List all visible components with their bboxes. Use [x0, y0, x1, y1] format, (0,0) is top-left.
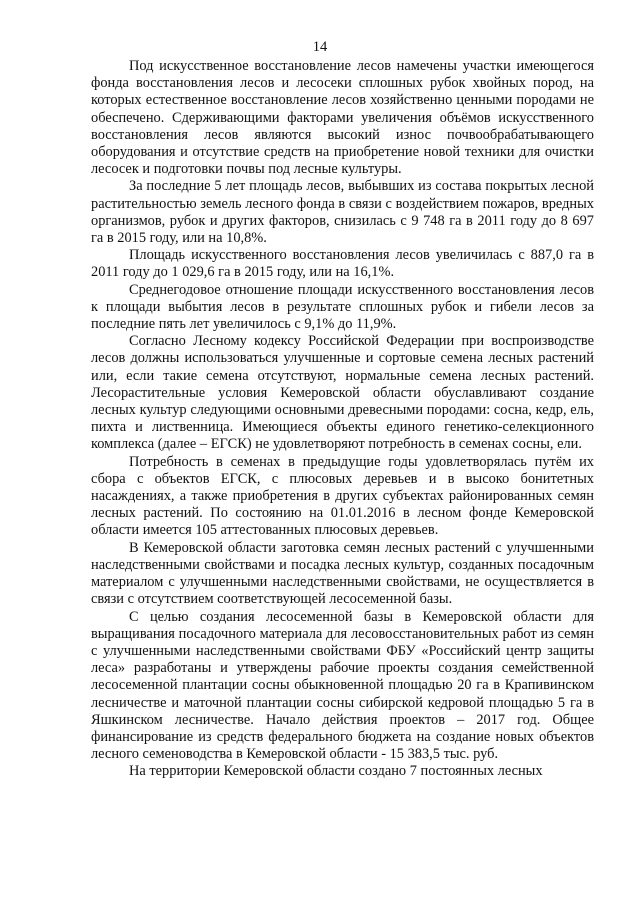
paragraph-average-ratio: Среднегодовое отношение площади искусственного восстановления лесов к площади выбытия лесов в результате сплошных рубок и гибели лесов за последние пять лет увеличилось с 9,1% до 11,9%. — [91, 281, 594, 333]
paragraph-permanent-forest: На территории Кемеровской области создано 7 постоянных лесных — [129, 763, 543, 780]
paragraph-seed-demand: Потребность в семенах в предыдущие годы удовлетворялась путём их сбора с объектов ЕГСК, с плюсовых деревьев и в высоко бонитетных насаждениях, а также приобретения в других субъектах районированных семян лесных растений. По состоянию на 01.01.2016 в лесном фонде Кемеровской области имеется 105 аттестованных плюсовых деревьев. — [91, 453, 594, 539]
paragraph-forest-code: Согласно Лесному кодексу Российской Федерации при воспроизводстве лесов должны использоваться улучшенные и сортовые семена лесных растений или, если такие семена отсутствуют, нормальные семена лесных растений. Лесорастительные условия Кемеровской области обуславливают создание лесных культур следующими основными древесными породами: сосна, кедр, ель, пихта и лиственница. Имеющиеся объекты единого генетико-селекционного комплекса (далее – ЕГСК) не удовлетворяют потребность в семенах сосны, ели. — [91, 333, 594, 453]
page-number: 14 — [312, 39, 328, 55]
paragraph-seed-harvesting: В Кемеровской области заготовка семян лесных растений с улучшенными наследственными свойствами и посадка лесных культур, созданных посадочным материалом с улучшенными наследственными свойствами, не осуществляется в связи с отсутствием соответствующей лесосеменной базы. — [91, 539, 594, 608]
paragraph-artificial-reforestation: Под искусственное восстановление лесов намечены участки имеющегося фонда восстановления лесов и лесосеки сплошных рубок хвойных пород, на которых естественное восстановление лесов хозяйственно ценными породами не обеспечено. Сдерживающими факторами увеличения объёмов искусственного восстановления лесов являются высокий износ почвообрабатывающего оборудования и отсутствие средств на приобретение новой техники для очистки лесосек и подготовки почвы под лесные культуры. — [91, 58, 594, 178]
paragraph-seed-base-creation: С целью создания лесосеменной базы в Кемеровской области для выращивания посадочного материала для лесовосстановительных работ из семян с улучшенными наследственными свойствами ФБУ «Российский центр защиты леса» разработаны и утверждены рабочие проекты создания семейственной лесосеменной плантации сосны обыкновенной площадью 20 га в Крапивинском лесничестве и маточной плантации сосны сибирской кедровой площадью 5 га в Яшкинском лесничестве. Начало действия проектов – 2017 год. Общее финансирование из средств федерального бюджета на создание новых объектов лесного семеноводства в Кемеровской области - 15 383,5 тыс. руб. — [91, 608, 594, 763]
paragraph-reforestation-area: Площадь искусственного восстановления лесов увеличилась с 887,0 га в 2011 году до 1 029,6 га в 2015 году, или на 16,1%. — [91, 247, 594, 281]
document-body — [91, 58, 594, 781]
paragraph-forest-loss-area: За последние 5 лет площадь лесов, выбывших из состава покрытых лесной растительностью земель лесного фонда в связи с воздействием пожаров, вредных организмов, рубок и других факторов, снизилась с 9 748 га в 2011 году до 8 697 га в 2015 году, или на 10,8%. — [91, 178, 594, 247]
